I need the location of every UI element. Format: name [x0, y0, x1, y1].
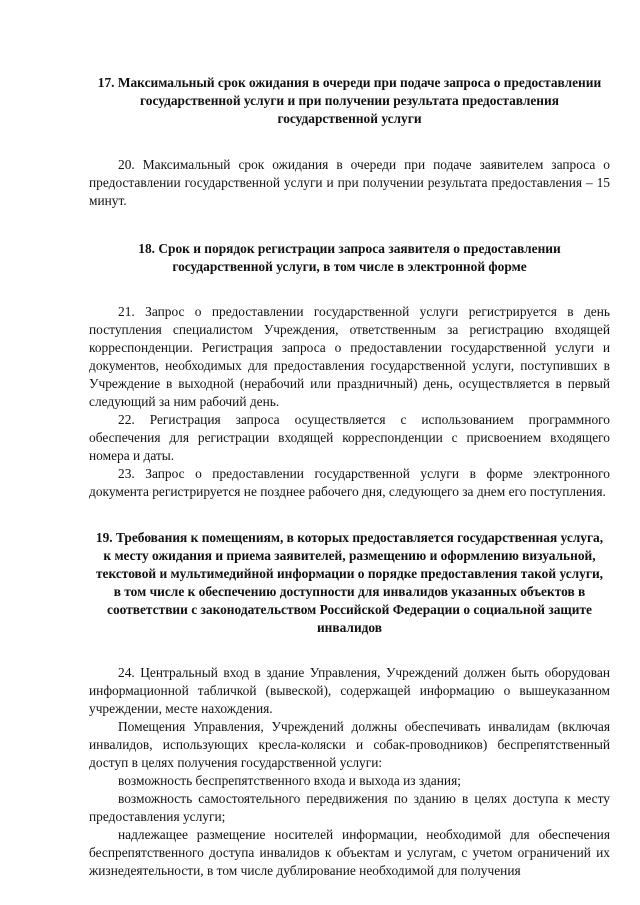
list-item-entry-exit: возможность беспрепятственного входа и выхода из здания;	[118, 773, 461, 788]
paragraph-premises-access: Помещения Управления, Учреждений должны обеспечивать инвалидам (включая инвалидов, использующих кресла-коляски и собак-проводников) беспрепятственный доступ в целях получения государственной услуги:	[89, 719, 610, 770]
paragraph-21: 21. Запрос о предоставлении государственной услуги регистрируется в день поступления специалистом Учреждения, ответственным за регистрацию входящей корреспонденции. Регистрация запроса о предоставлении государственной услуги и документов, необходимых для предоставления государственной услуги, поступивших в Учреждение в выходной (нерабочий или праздничный) день, осуществляется в первый следующий за ним рабочий день.	[89, 304, 610, 409]
paragraph-24: 24. Центральный вход в здание Управления, Учреждений должен быть оборудован информационной табличкой (вывеской), содержащей информацию о вышеуказанном учреждении, месте нахождения.	[89, 665, 610, 716]
list-item-movement: возможность самостоятельного передвижения по зданию в целях доступа к месту предоставления услуги;	[89, 791, 610, 824]
list-item-information-carriers: надлежащее размещение носителей информации, необходимой для обеспечения беспрепятственного доступа инвалидов к объектам и услугам, с учетом ограничений их жизнедеятельности, в том числе дублирование необходимой для получения	[89, 827, 610, 878]
paragraph-22: 22. Регистрация запроса осуществляется с использованием программного обеспечения для регистрации входящей корреспонденции с присвоением входящего номера и даты.	[89, 412, 610, 463]
section-17-heading: 17. Максимальный срок ожидания в очереди при подаче запроса о предоставлении государственной услуги и при получении результата предоставления государственной услуги	[97, 75, 602, 126]
section-18-heading: 18. Срок и порядок регистрации запроса заявителя о предоставлении государственной услуги, в том числе в электронной форме	[138, 241, 561, 274]
section-19-heading: 19. Требования к помещениям, в которых предоставляется государственная услуга, к месту ожидания и приема заявителей, размещению и оформлению визуальной, текстовой и мультимедийной информации о порядке предоставления такой услуги, в том числе к обеспечению доступности для инвалидов указанных объектов в соответствии с законодательством Российской Федерации о социальной защите инвалидов	[95, 530, 604, 635]
paragraph-20: 20. Максимальный срок ожидания в очереди при подаче заявителем запроса о предоставлении государственной услуги и при получении результата предоставления – 15 минут.	[89, 157, 610, 208]
paragraph-23: 23. Запрос о предоставлении государственной услуги в форме электронного документа регистрируется не позднее рабочего дня, следующего за днем его поступления.	[89, 466, 610, 499]
